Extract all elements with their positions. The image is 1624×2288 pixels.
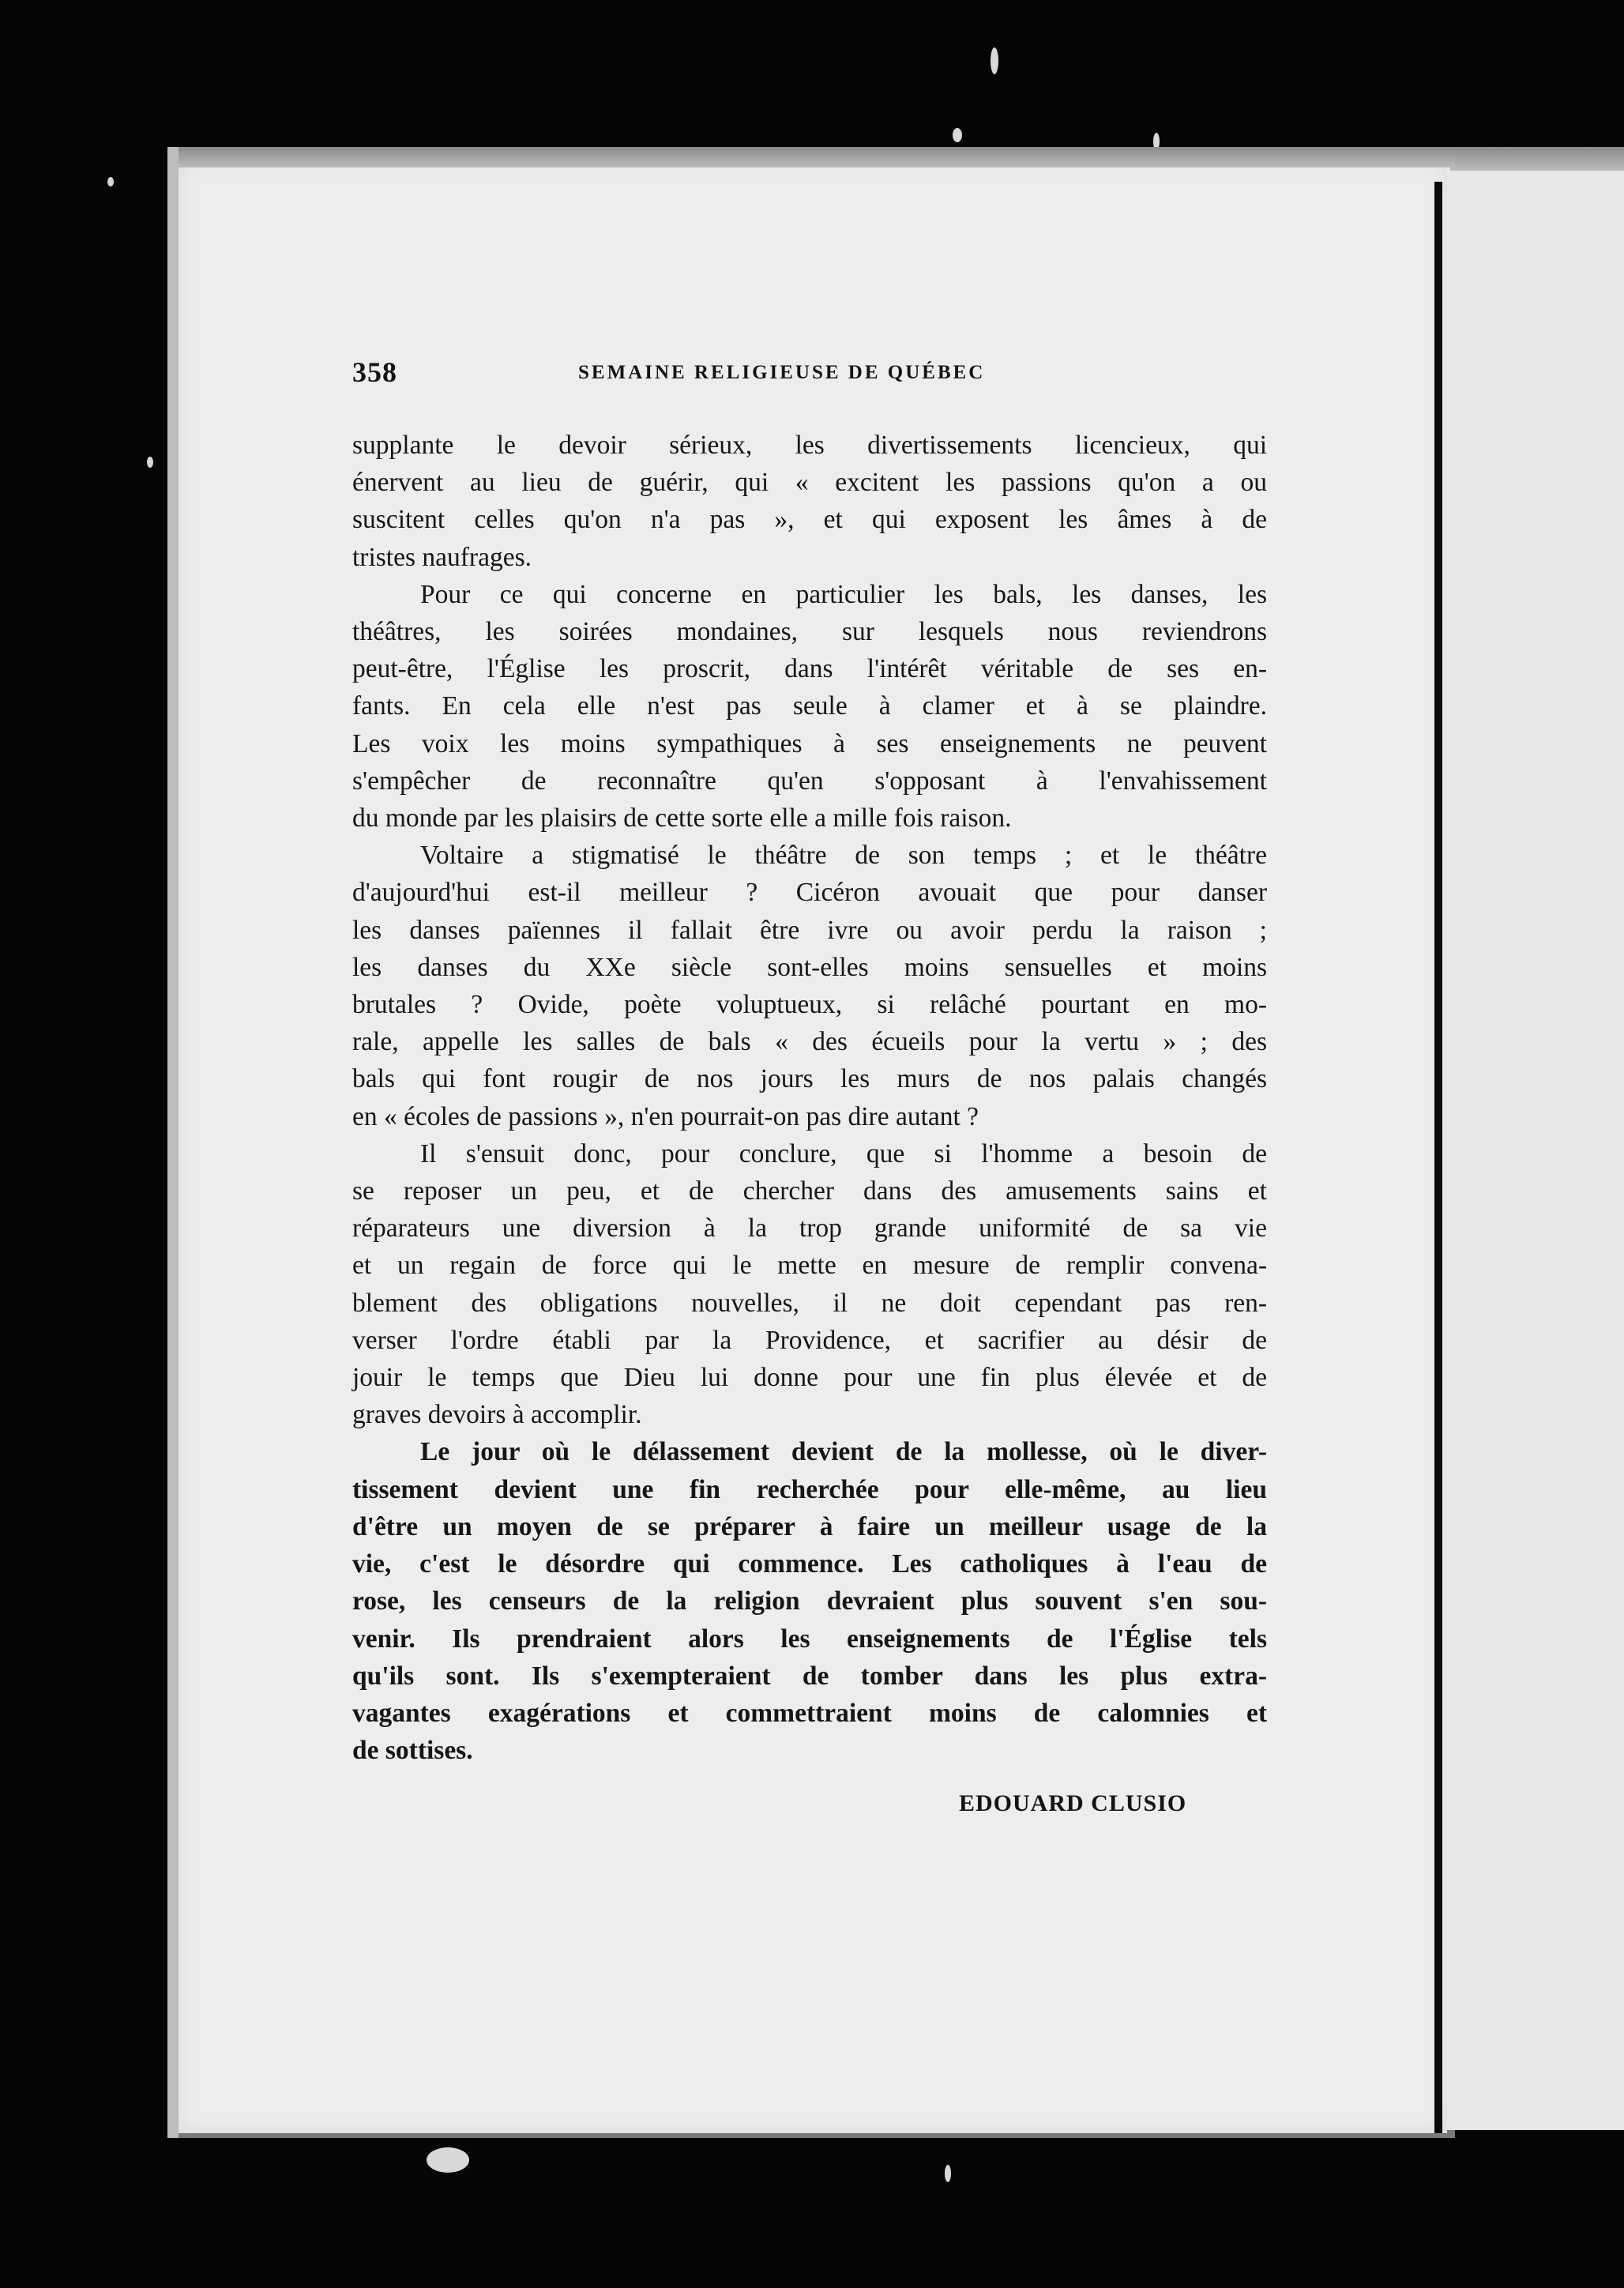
text-line: Voltaire a stigmatisé le théâtre de son temps ; et le théâtre bbox=[420, 841, 1267, 871]
text-line: Pour ce qui concerne en particulier les bals, les danses, les bbox=[420, 579, 1267, 609]
text-line: rale, appelle les salles de bals « des écueils pour la vertu » ; des bbox=[352, 1027, 1267, 1057]
paragraph bbox=[352, 1135, 1267, 1434]
text-line: en « écoles de passions », n'en pourrait-on pas dire autant ? bbox=[352, 1101, 979, 1131]
paragraph bbox=[352, 1433, 1267, 1769]
page-number: 358 bbox=[352, 356, 397, 388]
text-line: blement des obligations nouvelles, il ne doit cependant pas ren- bbox=[352, 1288, 1267, 1318]
text-line: fants. En cela elle n'est pas seule à clamer et à se plaindre. bbox=[352, 691, 1267, 721]
text-line: énervent au lieu de guérir, qui « excitent les passions qu'on a ou bbox=[352, 468, 1267, 498]
text-line: bals qui font rougir de nos jours les murs de nos palais changés bbox=[352, 1064, 1267, 1094]
text-line: de sottises. bbox=[352, 1736, 473, 1766]
paragraph bbox=[352, 837, 1267, 1135]
text-line: tissement devient une fin recherchée pour elle-même, au lieu bbox=[352, 1474, 1267, 1504]
text-line: vagantes exagérations et commettraient moins de calomnies et bbox=[352, 1698, 1267, 1728]
text-line: tristes naufrages. bbox=[352, 542, 532, 572]
author-signature: EDOUARD CLUSIO bbox=[959, 1790, 1187, 1816]
text-line: Il s'ensuit donc, pour conclure, que si l'homme a besoin de bbox=[420, 1138, 1267, 1168]
text-line: Les voix les moins sympathiques à ses enseignements ne peuvent bbox=[352, 728, 1267, 758]
text-line: se reposer un peu, et de chercher dans des amusements sains et bbox=[352, 1176, 1267, 1206]
scan-speck bbox=[953, 128, 962, 142]
page-top-edge bbox=[167, 147, 1455, 167]
text-line: réparateurs une diversion à la trop grande uniformité de sa vie bbox=[352, 1214, 1267, 1244]
text-line: peut-être, l'Église les proscrit, dans l'intérêt véritable de ses en- bbox=[352, 654, 1267, 684]
text-line: brutales ? Ovide, poète voluptueux, si relâché pourtant en mo- bbox=[352, 990, 1267, 1020]
text-line: supplante le devoir sérieux, les divertissements licencieux, qui bbox=[352, 431, 1267, 460]
text-line: d'être un moyen de se préparer à faire un meilleur usage de la bbox=[352, 1511, 1267, 1541]
text-line: et un regain de force qui le mette en mesure de remplir convena- bbox=[352, 1251, 1267, 1281]
text-line: verser l'ordre établi par la Providence, et sacrifier au désir de bbox=[352, 1325, 1267, 1355]
text-line: qu'ils sont. Ils s'exempteraient de tomber dans les plus extra- bbox=[352, 1661, 1267, 1691]
text-line: d'aujourd'hui est-il meilleur ? Cicéron avouait que pour danser bbox=[352, 878, 1267, 908]
page-header bbox=[352, 356, 1269, 395]
book-spine bbox=[1434, 182, 1442, 2133]
text-line: Le jour où le délassement devient de la mollesse, où le diver- bbox=[420, 1437, 1267, 1467]
text-line: les danses païennes il fallait être ivre ou avoir perdu la raison ; bbox=[352, 915, 1267, 945]
text-line: jouir le temps que Dieu lui donne pour une fin plus élevée et de bbox=[352, 1363, 1267, 1393]
paragraph bbox=[352, 427, 1267, 576]
paragraph bbox=[352, 576, 1267, 837]
scan-speck bbox=[991, 47, 998, 74]
scan-speck bbox=[945, 2165, 951, 2182]
text-line: du monde par les plaisirs de cette sorte elle a mille fois raison. bbox=[352, 803, 1012, 834]
text-line: s'empêcher de reconnaître qu'en s'opposant à l'envahissement bbox=[352, 766, 1267, 796]
text-line: théâtres, les soirées mondaines, sur lesquels nous reviendrons bbox=[352, 617, 1267, 647]
adjacent-page bbox=[1439, 155, 1624, 2130]
text-line: vie, c'est le désordre qui commence. Les catholiques à l'eau de bbox=[352, 1549, 1267, 1579]
scan-speck bbox=[427, 2147, 469, 2173]
text-line: suscitent celles qu'on n'a pas », et qui exposent les âmes à de bbox=[352, 505, 1267, 535]
scan-speck bbox=[107, 177, 114, 186]
scan-speck bbox=[147, 457, 153, 468]
running-title: SEMAINE RELIGIEUSE DE QUÉBEC bbox=[578, 362, 986, 383]
text-line: graves devoirs à accomplir. bbox=[352, 1400, 642, 1430]
body-text bbox=[352, 427, 1267, 1769]
adjacent-page-edge bbox=[1450, 147, 1624, 171]
text-line: les danses du XXe siècle sont-elles moins sensuelles et moins bbox=[352, 952, 1267, 982]
page-left-edge bbox=[167, 147, 179, 2138]
text-line: rose, les censeurs de la religion devraient plus souvent s'en sou- bbox=[352, 1586, 1267, 1616]
text-line: venir. Ils prendraient alors les enseignements de l'Église tels bbox=[352, 1624, 1267, 1654]
